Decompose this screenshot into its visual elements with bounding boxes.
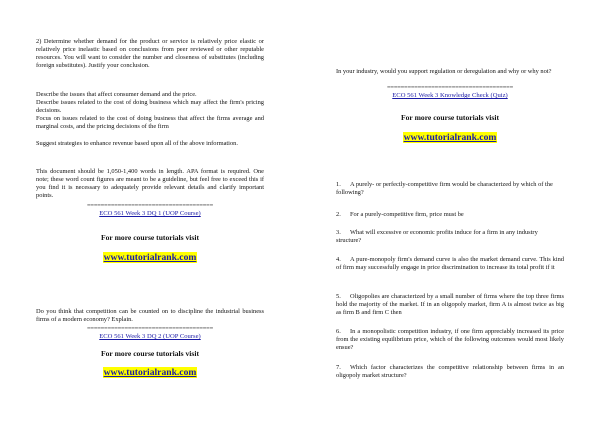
question-text: A purely- or perfectly-competitive firm would be characterized by which of the following?	[336, 181, 553, 197]
assignment-paragraph: 2) Determine whether demand for the product or service is relatively price elastic or relatively price inelastic based on conclusions from peer reviewed or other reputable resources. You will want to consider the number and closeness of substitutes (including foreign substitutes). Justify your conclusion.	[36, 38, 264, 70]
dq2-course-link[interactable]: ECO 561 Week 3 DQ 2 (UOP Course)	[99, 333, 201, 340]
separator-line: =====================================	[87, 202, 213, 209]
quiz-question	[336, 328, 564, 352]
question-number: 3.	[336, 229, 341, 236]
site-link-text[interactable]: www.tutorialrank.com	[403, 132, 497, 143]
length-paragraph: This document should be 1,050-1,400 words in length. APA format is required. One note; these word count figures are meant to be a guideline, but feel free to exceed this if you find it is necessary to adequately provide relevant details and clarify important points.	[36, 168, 264, 200]
separator-line: =====================================	[387, 84, 513, 91]
consumer-demand-paragraph: Describe the issues that affect consumer demand and the price.	[36, 91, 197, 98]
question-text: In a monopolistic competition industry, if one firm appreciably increased its price from the existing equilibrium price, which of the following outcomes would most likely ensue?	[336, 328, 564, 352]
site-link[interactable]	[336, 132, 564, 144]
promo-text: For more course tutorials visit	[401, 113, 499, 122]
question-number: 7.	[336, 364, 341, 371]
regulation-question: In your industry, would you support regulation or deregulation and why or why not?	[336, 68, 552, 75]
question-text: What will excessive or economic profits induce for a firm in any industry structure?	[336, 229, 538, 245]
quiz-course-link[interactable]: ECO 561 Week 3 Knowledge Check (Quiz)	[392, 92, 508, 99]
promo-text: For more course tutorials visit	[101, 349, 199, 358]
question-text: A pure-monopoly firm's demand curve is also the market demand curve. This kind of firm may successfully engage in price discrimination to increase its total profit if it	[336, 256, 564, 272]
question-number: 1.	[336, 181, 341, 188]
quiz-question	[336, 256, 564, 272]
promo-text: For more course tutorials visit	[101, 233, 199, 242]
site-link-text[interactable]: www.tutorialrank.com	[103, 367, 197, 378]
separator-line: =====================================	[87, 325, 213, 332]
competition-question: Do you think that competition can be counted on to discipline the industrial business firms of a modern economy? Explain.	[36, 308, 264, 324]
quiz-question	[336, 293, 564, 317]
question-number: 2.	[336, 211, 341, 218]
site-link[interactable]	[36, 367, 264, 379]
question-text: Oligopolies are characterized by a small number of firms where the top three firms hold the majority of the market. If in an oligopoly market, firm A is almost twice as big as firm B and firm C then	[336, 293, 564, 317]
quiz-question	[336, 229, 564, 245]
cost-issues-paragraph: Describe issues related to the cost of doing business which may affect the firm's pricing decisions.	[36, 99, 264, 115]
site-link-text[interactable]: www.tutorialrank.com	[103, 252, 197, 263]
question-text: For a purely-competitive firm, price must be	[350, 211, 464, 218]
question-number: 6.	[336, 328, 341, 335]
quiz-question	[336, 364, 564, 380]
quiz-question	[336, 211, 564, 219]
question-number: 4.	[336, 256, 341, 263]
quiz-question	[336, 181, 564, 197]
site-link[interactable]	[36, 252, 264, 264]
question-number: 5.	[336, 293, 341, 300]
dq1-course-link[interactable]: ECO 561 Week 3 DQ 1 (UOP Course)	[99, 210, 201, 217]
focus-paragraph: Focus on issues related to the cost of doing business that affect the firms average and marginal costs, and the pricing decisions of the firm	[36, 115, 264, 131]
question-text: Which factor characterizes the competitive relationship between firms in an oligopoly market structure?	[336, 364, 564, 380]
strategies-paragraph: Suggest strategies to enhance revenue based upon all of the above information.	[36, 140, 238, 147]
